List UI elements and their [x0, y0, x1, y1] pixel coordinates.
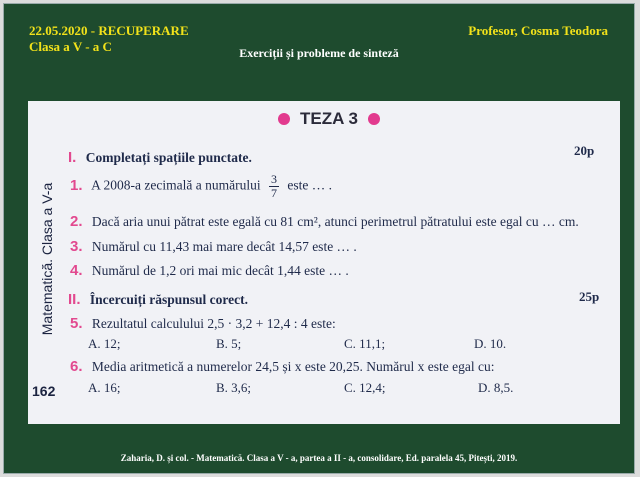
section-2-points: 25p — [579, 289, 600, 304]
question-5-text: Rezultatul calculului 2,5 · 3,2 + 12,4 : 4 este: — [91, 316, 336, 331]
question-5 — [70, 315, 336, 332]
section-2-title: Încercuiți răspunsul corect. — [89, 292, 249, 307]
class-line: Clasa a V - a C — [29, 39, 112, 54]
question-6-options — [88, 380, 588, 396]
question-4-number: 4. — [70, 262, 83, 279]
section-2-heading — [68, 291, 248, 308]
question-6-number: 6. — [70, 358, 83, 375]
section-2-numeral: II. — [68, 291, 81, 308]
question-2-text: Dacă aria unui pătrat este egală cu 81 cm², atunci perimetrul pătratului este egal cu … cm. — [91, 214, 579, 229]
question-1-text-b: este … . — [287, 177, 332, 193]
option-c[interactable]: C. 12,4; — [344, 380, 386, 395]
teacher-name: Profesor, Cosma Teodora — [468, 23, 608, 38]
fraction-numerator: 3 — [270, 172, 277, 186]
option-d[interactable]: D. 8,5. — [478, 380, 514, 395]
fraction — [269, 173, 279, 200]
question-5-number: 5. — [70, 315, 83, 332]
section-1-heading — [68, 149, 252, 166]
question-2 — [70, 213, 579, 230]
side-label: Matematică. Clasa a V-a — [39, 182, 55, 336]
section-1-numeral: I. — [68, 149, 77, 166]
slide-subtitle: Exerciții și probleme de sinteză — [239, 46, 399, 60]
question-6 — [70, 358, 495, 375]
option-b[interactable]: B. 3,6; — [216, 380, 252, 395]
slide — [3, 3, 635, 474]
fraction-denominator: 7 — [270, 186, 277, 200]
footer-citation: Zaharia, D. și col. - Matematică. Clasa a V - a, partea a II - a, consolidare, Ed. paralela 45, Pitești, 2019. — [120, 453, 518, 463]
textbook-page — [28, 101, 620, 424]
option-b[interactable]: B. 5; — [216, 336, 242, 351]
option-a[interactable]: A. 12; — [88, 336, 121, 351]
question-4 — [70, 262, 349, 279]
question-1 — [70, 173, 332, 200]
option-a[interactable]: A. 16; — [88, 380, 121, 395]
question-3 — [70, 238, 357, 255]
question-4-text: Numărul de 1,2 ori mai mic decât 1,44 este … . — [91, 263, 349, 278]
bullet-dot-icon — [278, 113, 290, 125]
bullet-dot-icon — [368, 113, 380, 125]
option-c[interactable]: C. 11,1; — [344, 336, 386, 351]
section-1-points: 20p — [574, 143, 595, 158]
section-1-title: Completați spațiile punctate. — [85, 150, 252, 165]
question-5-options — [88, 336, 588, 352]
option-d[interactable]: D. 10. — [474, 336, 507, 351]
question-3-number: 3. — [70, 238, 83, 255]
question-3-text: Numărul cu 11,43 mai mare decât 14,57 este … . — [91, 239, 357, 254]
date-line: 22.05.2020 - RECUPERARE — [29, 23, 189, 38]
test-title-text: TEZA 3 — [300, 109, 358, 128]
question-1-number: 1. — [70, 176, 83, 194]
test-title — [278, 109, 380, 129]
page-number: 162 — [32, 383, 56, 399]
question-2-number: 2. — [70, 213, 83, 230]
question-1-text-a: A 2008-a zecimală a numărului — [91, 177, 261, 193]
question-6-text: Media aritmetică a numerelor 24,5 și x este 20,25. Numărul x este egal cu: — [91, 359, 495, 374]
